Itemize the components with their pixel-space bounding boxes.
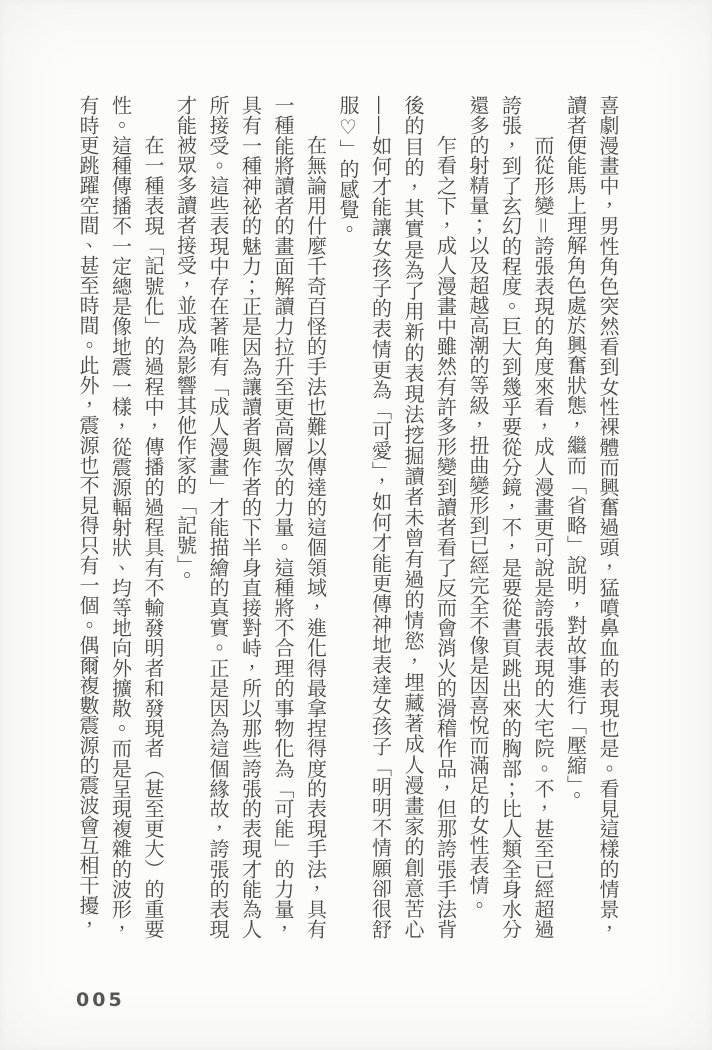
paragraph-3: 乍看之下，成人漫畫中雖然有許多形變到讀者看了反而會消火的滑稽作品，但那誇張手法背後的目的，其實是為了用新的表現法挖掘讀者未曾有過的情慾，埋藏著成人漫畫家的創意苦心——如何才能讓女孩子的表情更為「可愛」，如何才能更傳神地表達女孩子「明明不情願卻很舒服♡」的感覺。	[336, 95, 458, 939]
paragraph-1: 喜劇漫畫中，男性角色突然看到女性裸體而興奮過頭，猛噴鼻血的表現也是。看見這樣的情景，讀者便能馬上理解角色處於興奮狀態，繼而「省略」說明，對故事進行「壓縮」。	[563, 95, 620, 939]
paragraph-5: 在一種表現「記號化」的過程中，傳播的過程具有不輸發明者和發現者（甚至更大）的重要性。這種傳播不一定總是像地震一樣，從震源輻射狀、均等地向外擴散。而是呈現複雜的波形，有時更跳躍空間、甚至時間。此外，震源也不見得只有一個。偶爾複數震源的震波會互相干擾，	[76, 95, 165, 939]
paragraph-4: 在無論用什麼千奇百怪的手法也難以傳達的這個領域，進化得最拿捏得度的表現手法，具有一種能將讀者的畫面解讀力拉升至更高層次的力量。這種將不合理的事物化為「可能」的力量，具有一種神祕的魅力；正是因為讓讀者與作者的下半身直接對峙，所以那些誇張的表現才能為人所接受。這些表現中存在著唯有「成人漫畫」才能描繪的真實。正是因為這個緣故，誇張的表現才能被眾多讀者接受，並成為影響其他作家的「記號」。	[173, 95, 328, 939]
paragraph-2: 而從形變＝誇張表現的角度來看，成人漫畫更可說是誇張表現的大宅院。不，甚至已經超過誇張，到了玄幻的程度。巨大到幾乎要從分鏡，不，是要從書頁跳出來的胸部；比人類全身水分還多的射精量；以及超越高潮的等級，扭曲變形到已經完全不像是因喜悅而滿足的女性表情。	[466, 95, 555, 939]
vertical-text-block	[72, 95, 625, 939]
page-number: 005	[76, 989, 125, 1011]
